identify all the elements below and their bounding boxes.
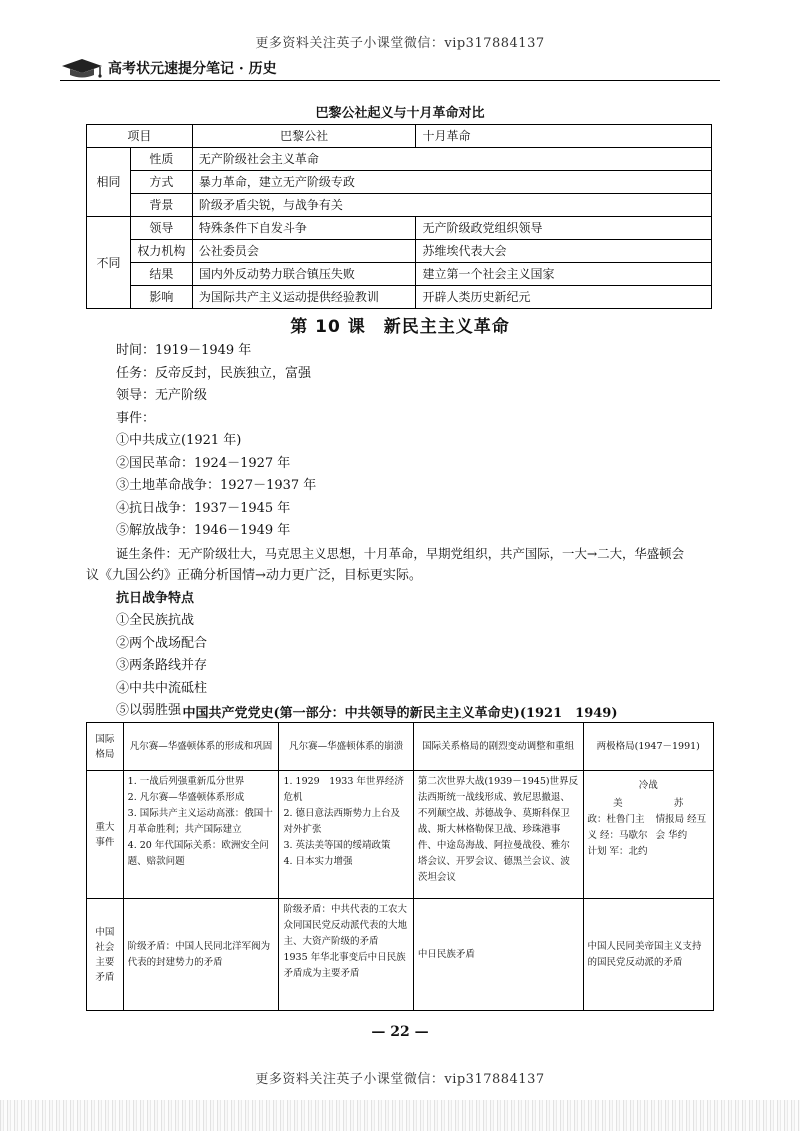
table-row xyxy=(87,217,712,240)
list-item: 2. 德日意法西斯势力上台及对外扩张 xyxy=(283,808,401,835)
table-row xyxy=(87,723,714,771)
aspect-cell: 性质 xyxy=(130,148,192,171)
cold-war-columns xyxy=(588,812,710,860)
table-row xyxy=(87,286,712,309)
list-item: 3. 国际共产主义运动高涨：俄国十月革命胜利；共产国际建立 xyxy=(127,808,273,835)
diff-label: 不同 xyxy=(87,217,131,309)
table-row xyxy=(87,771,714,899)
table-row xyxy=(87,194,712,217)
october-cell: 无产阶级政党组织领导 xyxy=(416,217,712,240)
lesson-leader: 领导：无产阶级 xyxy=(116,388,208,403)
paris-cell: 公社委员会 xyxy=(192,240,416,263)
usa-column: 政：杜鲁门主义 经：马歇尔计划 军：北约 xyxy=(587,814,648,857)
head-paris: 巴黎公社 xyxy=(192,125,416,148)
same-value-cell: 无产阶级社会主义革命 xyxy=(192,148,711,171)
list-item: 1935 年华北事变后中日民族矛盾成为主要矛盾 xyxy=(283,952,406,979)
header-cell: 国际格局 xyxy=(87,723,124,771)
event-item: ①中共成立(1921 年) xyxy=(116,433,242,448)
events-cell-col4 xyxy=(583,771,714,899)
page-number: — 22 — xyxy=(371,1024,429,1040)
header-title: 高考状元速提分笔记 · 历史 xyxy=(108,61,277,77)
list-item: 1. 一战后列强重新瓜分世界 xyxy=(127,776,245,787)
list-item: 1. 1929 1933 年世界经济危机 xyxy=(283,776,404,803)
list-item: 3. 英法美等国的绥靖政策 xyxy=(283,840,391,851)
event-item: ②国民革命：1924－1927 年 xyxy=(116,455,291,471)
aspect-cell: 影响 xyxy=(130,286,192,309)
october-cell: 开辟人类历史新纪元 xyxy=(416,286,712,309)
paris-cell: 国内外反动势力联合镇压失败 xyxy=(192,263,416,286)
history-table-title: 中国共产党党史(第一部分：中共领导的新民主主义革命史)(1921 1949) xyxy=(182,706,618,721)
same-value-cell: 阶级矛盾尖锐，与战争有关 xyxy=(192,194,711,217)
lesson-body xyxy=(86,340,716,723)
aspect-cell: 权力机构 xyxy=(130,240,192,263)
watermark-bottom: 更多资料关注英子小课堂微信：vip317884137 xyxy=(255,1072,545,1087)
page-header xyxy=(60,56,277,80)
header-cell: 凡尔赛—华盛顿体系的形成和巩固 xyxy=(123,723,279,771)
war-point: ③两条路线并存 xyxy=(116,658,208,673)
list-item: 4. 20 年代国际关系：欧洲安全问题、赔款问题 xyxy=(127,840,269,867)
october-cell: 苏维埃代表大会 xyxy=(416,240,712,263)
war-point: ⑤以弱胜强 xyxy=(116,703,182,718)
event-item: ③土地革命战争：1927－1937 年 xyxy=(116,478,317,493)
table-row xyxy=(87,263,712,286)
birth-conditions-line2: 议《九国公约》正确分析国情→动力更广泛，目标更实际。 xyxy=(86,568,422,583)
row-label-contradiction: 中国社会主要矛盾 xyxy=(87,899,124,1011)
same-label: 相同 xyxy=(87,148,131,217)
header-cell: 两极格局(1947－1991) xyxy=(583,723,714,771)
paris-cell: 为国际共产主义运动提供经验教训 xyxy=(192,286,416,309)
aspect-cell: 背景 xyxy=(130,194,192,217)
lesson-task: 任务：反帝反封，民族独立，富强 xyxy=(116,365,312,381)
events-cell-col3: 第二次世界大战(1939－1945)世界反法西斯统一战线形成、敦尼思撤退、不列颠空战、苏德战争、莫斯科保卫战、斯大林格勒保卫战、珍珠港事件、中途岛海战、阿拉曼战役、雅尔塔会议、开罗会议、德黑兰会议、波茨坦会议 xyxy=(413,771,583,899)
cold-war-title: 冷战 xyxy=(638,780,658,791)
events-cell-col1 xyxy=(123,771,279,899)
list-item: 阶级矛盾：中共代表的工农大众同国民党反动派代表的大地主、大资产阶级的矛盾 xyxy=(283,904,407,947)
contradiction-cell-col1: 阶级矛盾：中国人民同北洋军阀为代表的封建势力的矛盾 xyxy=(123,899,279,1011)
cold-war-heads xyxy=(588,796,710,812)
ussr-head: 苏 xyxy=(673,798,684,809)
aspect-cell: 结果 xyxy=(130,263,192,286)
scan-noise-strip xyxy=(0,1100,800,1131)
watermark-top: 更多资料关注英子小课堂微信：vip317884137 xyxy=(255,36,545,51)
lesson-time: 时间：1919－1949 年 xyxy=(116,343,252,358)
contradiction-cell-col4: 中国人民同美帝国主义支持的国民党反动派的矛盾 xyxy=(583,899,714,1011)
event-item: ④抗日战争：1937－1945 年 xyxy=(116,500,291,516)
table-row xyxy=(87,899,714,1011)
contradiction-cell-col2 xyxy=(279,899,413,1011)
list-item: 2. 凡尔赛—华盛顿体系形成 xyxy=(127,792,245,803)
head-october: 十月革命 xyxy=(416,125,712,148)
war-point: ④中共中流砥柱 xyxy=(116,680,208,696)
war-features-title: 抗日战争特点 xyxy=(116,590,195,606)
graduation-cap-icon xyxy=(60,56,104,80)
events-cell-col2 xyxy=(279,771,413,899)
lesson-title: 第 10 课 新民主主义革命 xyxy=(290,317,510,337)
event-item: ⑤解放战争：1946－1949 年 xyxy=(116,523,291,538)
comparison-title: 巴黎公社起义与十月革命对比 xyxy=(315,106,485,121)
paris-cell: 特殊条件下自发斗争 xyxy=(192,217,416,240)
header-rule xyxy=(60,80,720,81)
usa-head: 美 xyxy=(613,798,623,809)
table-row xyxy=(87,148,712,171)
comparison-table xyxy=(86,124,712,309)
history-table xyxy=(86,722,714,1011)
war-point: ①全民族抗战 xyxy=(116,613,195,628)
same-value-cell: 暴力革命，建立无产阶级专政 xyxy=(192,171,711,194)
header-cell: 凡尔赛—华盛顿体系的崩溃 xyxy=(279,723,413,771)
table-row xyxy=(87,240,712,263)
table-row xyxy=(87,171,712,194)
ussr-column: 情报局 经互会 华约 xyxy=(655,814,707,841)
header-cell: 国际关系格局的剧烈变动调整和重组 xyxy=(413,723,583,771)
aspect-cell: 方式 xyxy=(130,171,192,194)
contradiction-cell-col3: 中日民族矛盾 xyxy=(413,899,583,1011)
birth-conditions-line1: 诞生条件：无产阶级壮大，马克思主义思想，十月革命，早期党组织，共产国际，一大→二大，华盛顿会 xyxy=(116,545,684,561)
row-label-events: 重大事件 xyxy=(87,771,124,899)
aspect-cell: 领导 xyxy=(130,217,192,240)
head-item: 项目 xyxy=(87,125,193,148)
war-point: ②两个战场配合 xyxy=(116,635,208,651)
october-cell: 建立第一个社会主义国家 xyxy=(416,263,712,286)
list-item: 4. 日本实力增强 xyxy=(283,856,353,867)
table-row xyxy=(87,125,712,148)
events-label: 事件： xyxy=(116,410,156,426)
